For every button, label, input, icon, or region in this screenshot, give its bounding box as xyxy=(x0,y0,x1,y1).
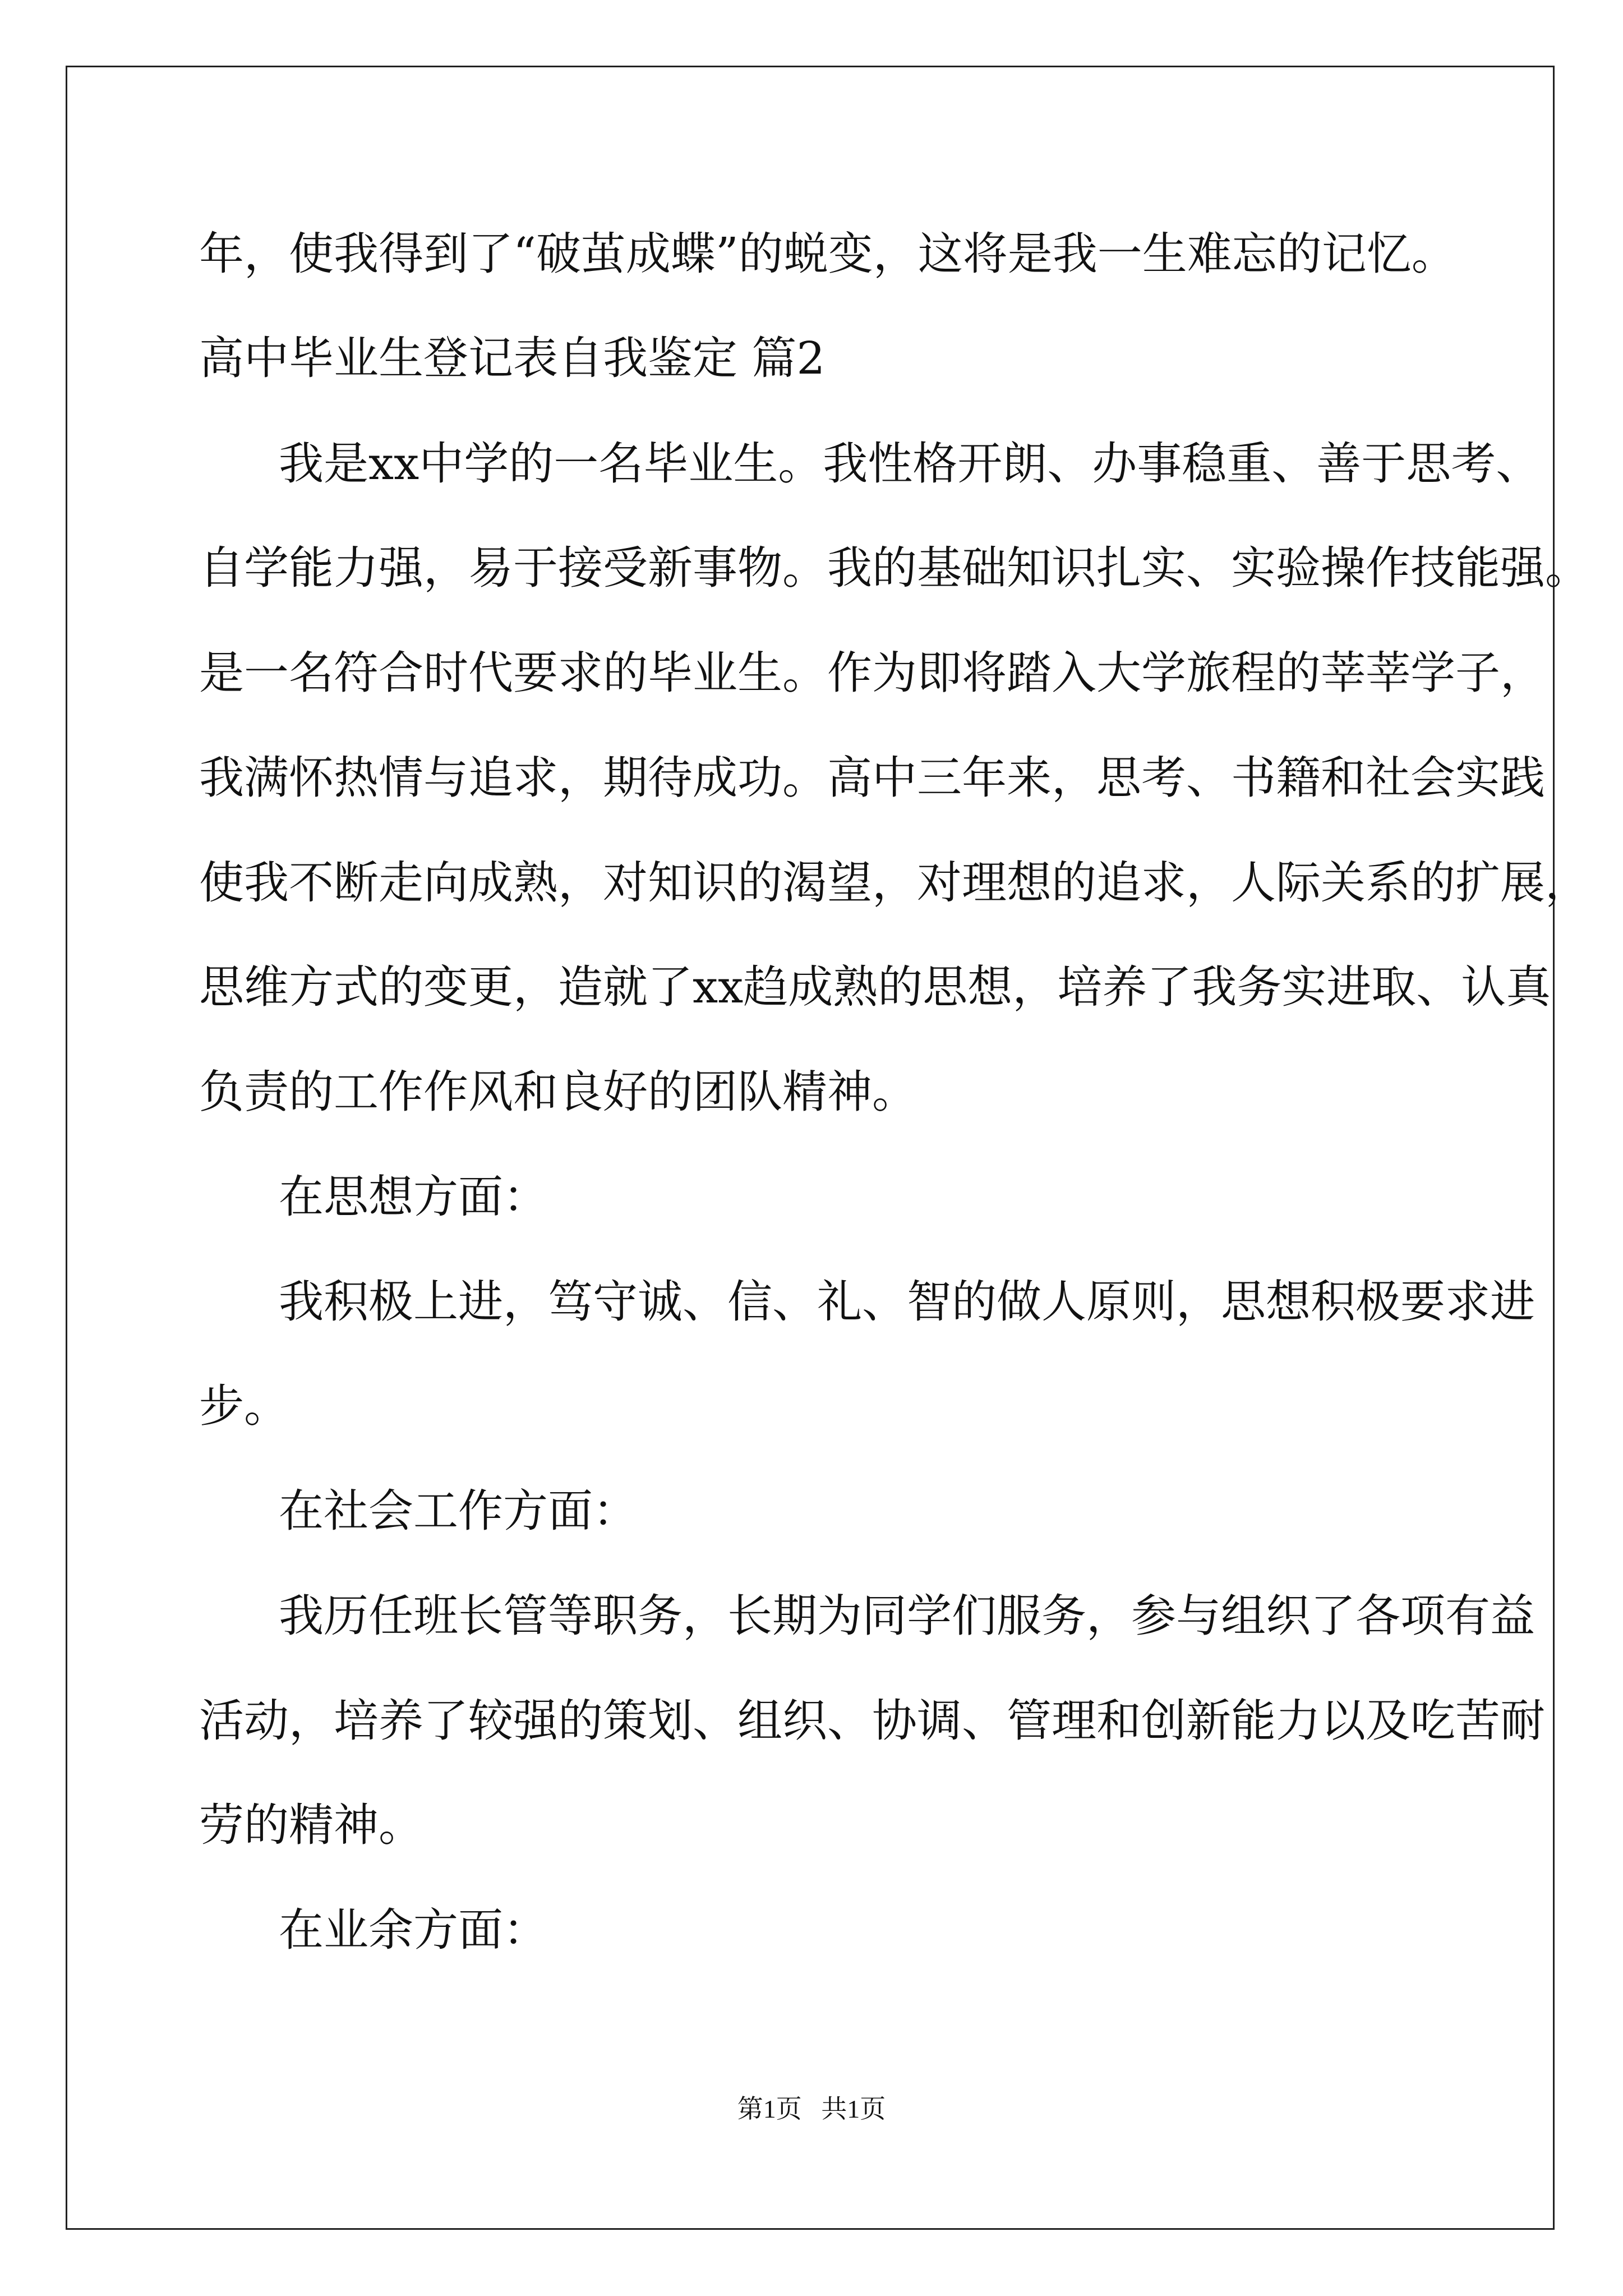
text-line: 劳的精神。 xyxy=(199,1799,423,1851)
text-line: 思维方式的变更，造就了xx趋成熟的思想，培养了我务实进取、认真 xyxy=(199,961,1551,1013)
subheading: 在业余方面： xyxy=(279,1904,548,1956)
text-line: 负责的工作作风和良好的团队精神。 xyxy=(199,1066,917,1118)
text-line: 自学能力强，易于接受新事物。我的基础知识扎实、实验操作技能强。 xyxy=(199,542,1590,594)
text-line: 我满怀热情与追求，期待成功。高中三年来，思考、书籍和社会实践 xyxy=(199,752,1545,804)
text-line: 我历任班长管等职务，长期为同学们服务，参与组织了各项有益 xyxy=(279,1590,1535,1642)
subheading: 在社会工作方面： xyxy=(279,1485,638,1537)
text-line: 步。 xyxy=(199,1380,289,1432)
text-line: 使我不断走向成熟，对知识的渴望，对理想的追求，人际关系的扩展， xyxy=(199,857,1590,909)
subheading: 在思想方面： xyxy=(279,1171,548,1223)
text-line: 年，使我得到了“破茧成蝶”的蜕变，这将是我一生难忘的记忆。 xyxy=(199,228,1456,280)
section-heading: 高中毕业生登记表自我鉴定 篇2 xyxy=(199,332,826,384)
text-line: 我积极上进，笃守诚、信、礼、智的做人原则，思想积极要求进 xyxy=(279,1276,1535,1328)
text-line: 活动，培养了较强的策划、组织、协调、管理和创新能力以及吃苦耐 xyxy=(199,1695,1545,1747)
text-line: 我是xx中学的一名毕业生。我性格开朗、办事稳重、善于思考、 xyxy=(279,438,1541,490)
page-footer: 第1页 共1页 xyxy=(737,2095,886,2123)
text-line: 是一名符合时代要求的毕业生。作为即将踏入大学旅程的莘莘学子， xyxy=(199,647,1545,699)
